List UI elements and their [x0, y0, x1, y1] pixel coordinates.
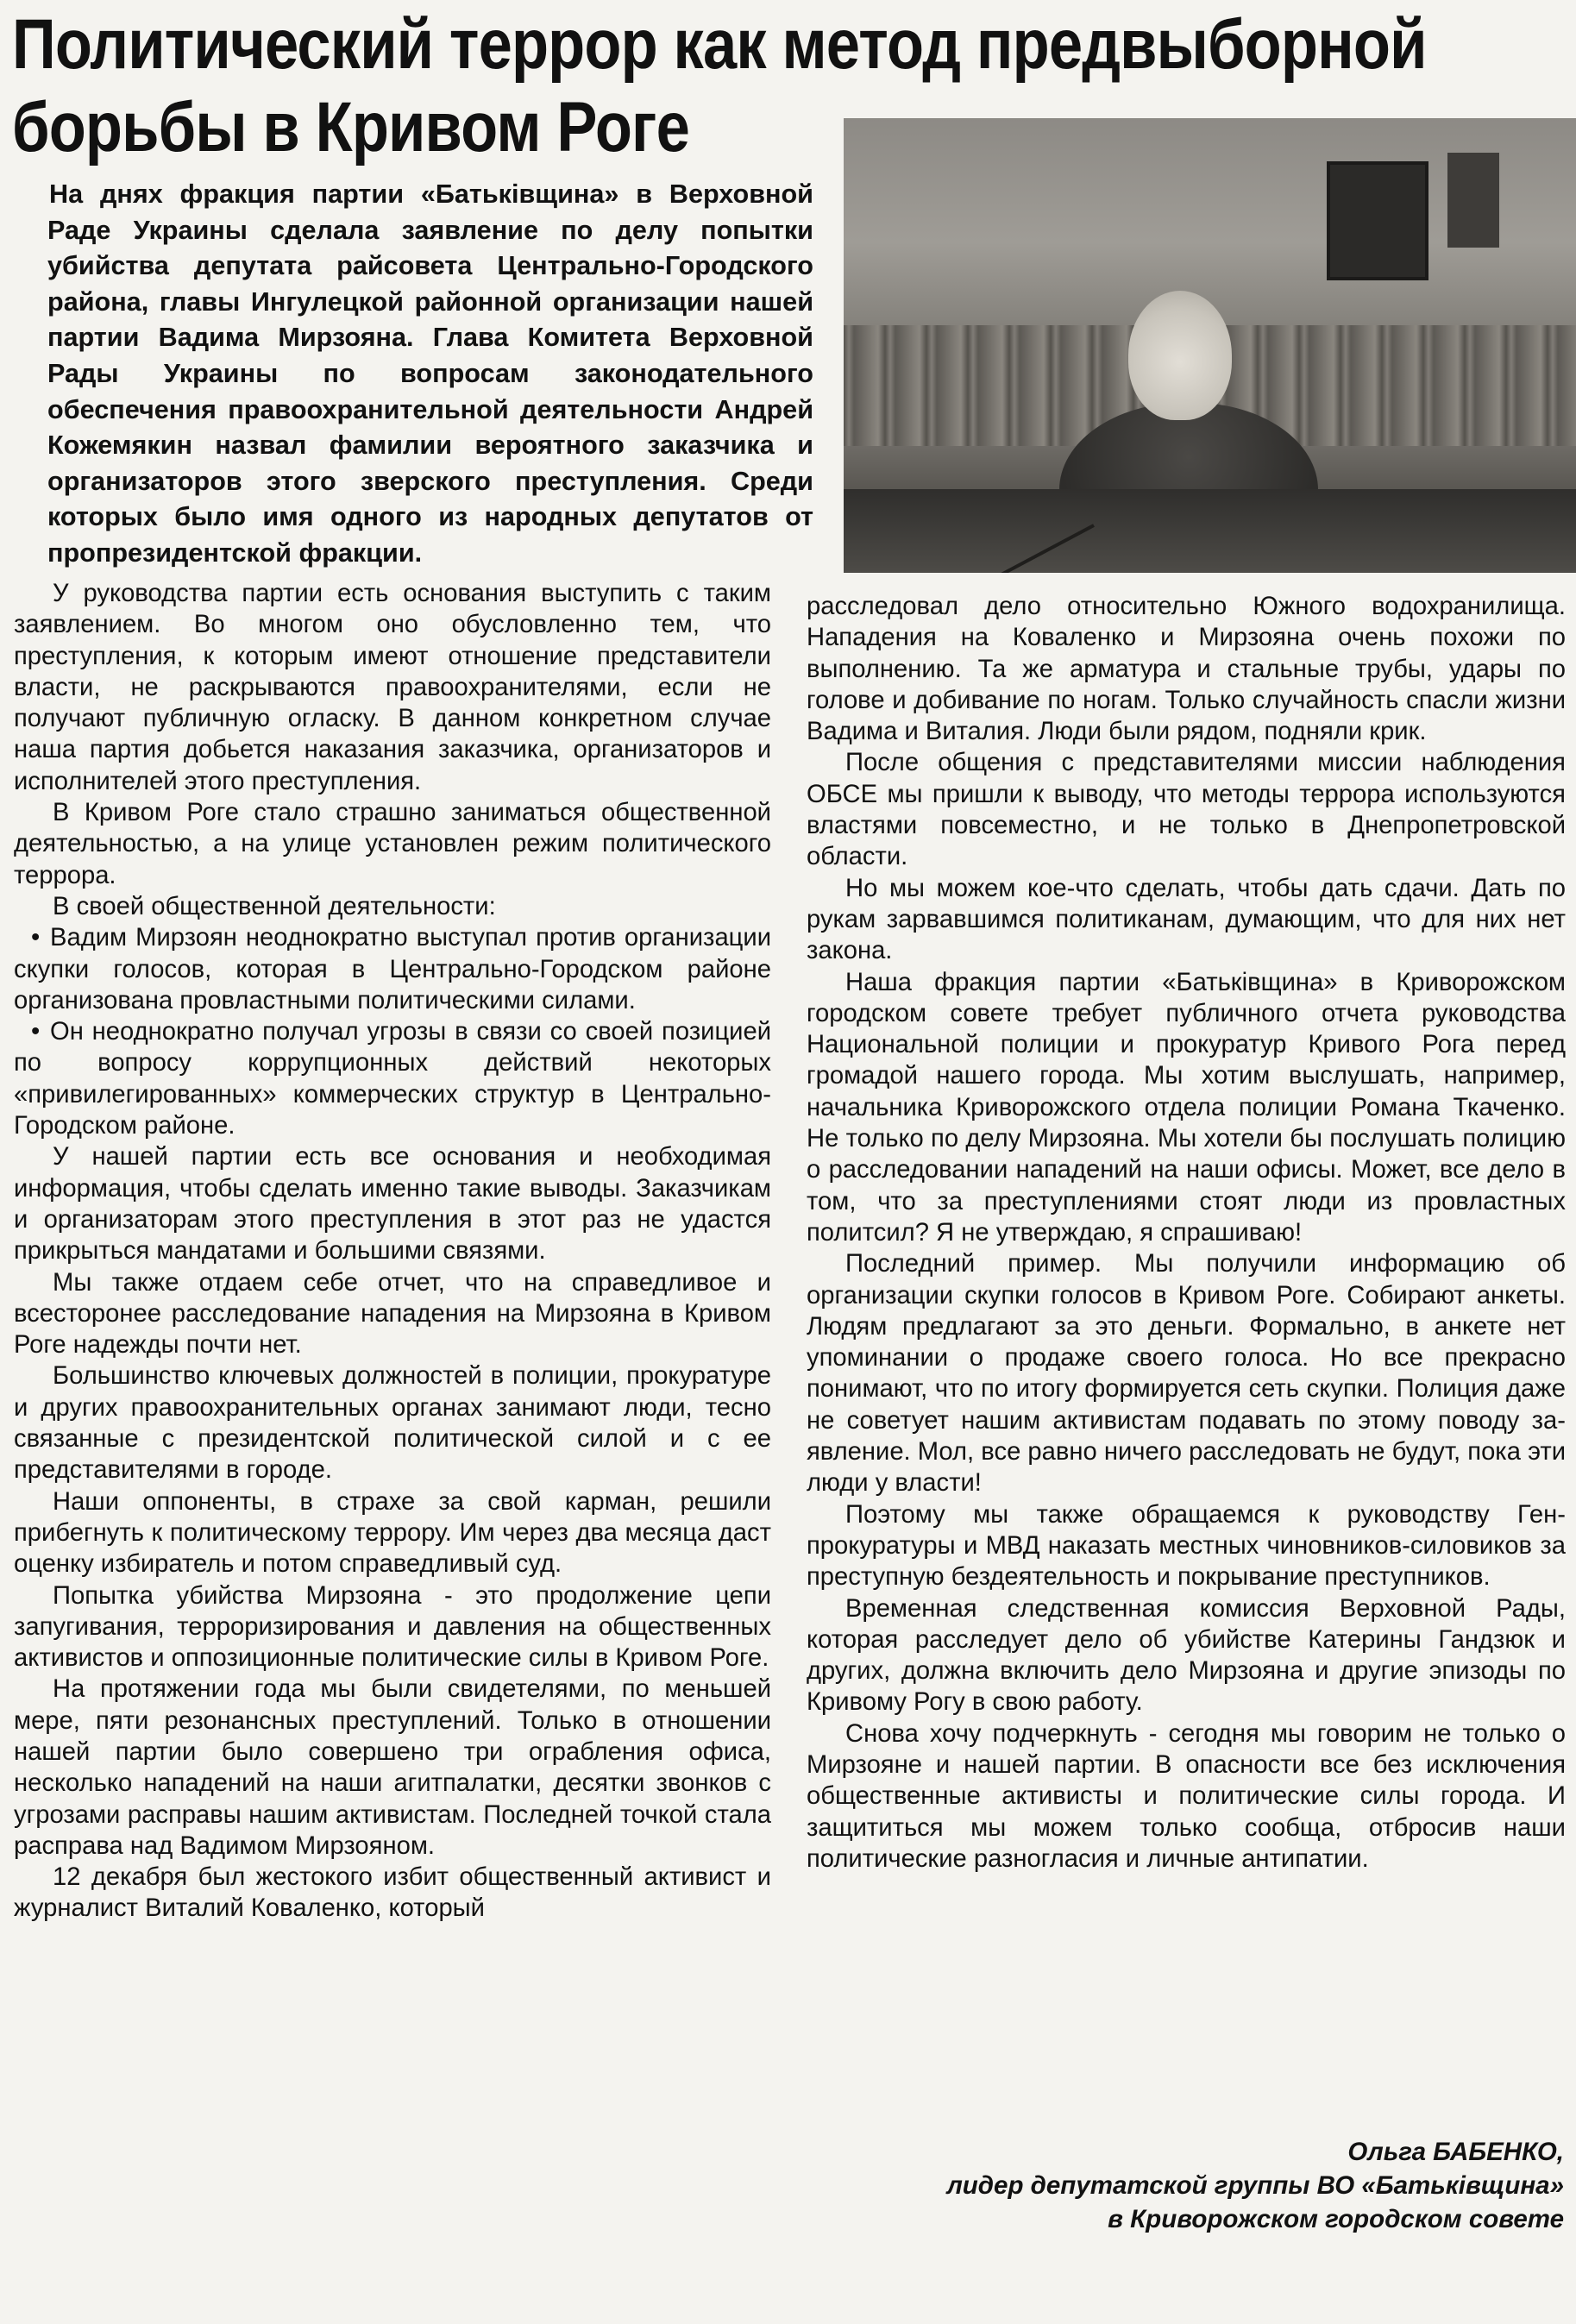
bullet-icon: • [31, 1018, 41, 1046]
author-council: в Криворожском городском совете [1108, 2205, 1564, 2233]
bullet-paragraph [14, 922, 771, 1016]
paragraph: Мы также отдаем себе отчет, что на справедливое и всесторонее расследование нападения на Мирзояна в Кривом Роге надежды почти нет. [14, 1268, 771, 1360]
photo-nameplate-secondary [1447, 153, 1499, 248]
paragraph: Поэтому мы также обращаемся к руководству Генпрокуратуры и МВД наказать местных чиновников-силовиков за преступную бездеятельность и покрывание преступников. [807, 1500, 1566, 1592]
headline-line-2: борьбы в Кривом Роге [12, 88, 689, 166]
article-photo [844, 118, 1576, 573]
paragraph: Попытка убийства Мирзояна - это продолжение цепи запугивания, терроризирования и давления на общественных активистов и оппозиционные политические силы в Кривом Роге. [14, 1581, 771, 1673]
paragraph: В Кривом Роге стало страшно заниматься общественной деятельностью, а на улице установлен режим политического террора. [14, 799, 771, 889]
paragraph: На протяжении года мы были свидетелями, по меньшей мере, пяти резонансных преступлений. Только в отношении нашей партии было совершено три ограбления офиса, несколько нападений на наши агитпалатки, десятки звонков с угрозами расправы нашим активистам. Последней точкой стала расправа над Вадимом Мирзояном. [14, 1675, 771, 1860]
bullet-text: Вадим Мирзоян неоднократно выступал против организации скупки голосов, которая в Центрально-Городском районе организована провластными политическими силами. [14, 924, 771, 1014]
paragraph: У нашей партии есть все основания и необходимая информация, чтобы сделать именно такие выводы. Заказчикам и организаторам этого преступления в этот раз не удастся прикрыться мандатами и большими связями. [14, 1143, 771, 1266]
paragraph: Наша фракция партии «Батьківщина» в Криворожском городском совете требует публичного отчета руководства Национальной полиции и прокуратур Кривого Рога перед громадой нашего города. Мы хотим выслушать, например, начальника Криворожского отдела полиции Романа Ткаченко. Не только по делу Мирзояна. Мы хотели бы послушать полицию о расследовании нападений на наши офисы. Может, все дело в том, что за преступлениями стоят люди из провластных политсил? Я не утверждаю, я спрашиваю! [807, 968, 1566, 1247]
photo-nameplate [1327, 161, 1428, 280]
headline-line-1: Политический террор как метод предвыборной [12, 5, 1427, 84]
author-name: Ольга БАБЕНКО, [1347, 2138, 1564, 2166]
paragraph: Снова хочу подчеркнуть - сегодня мы говорим не только о Мирзояне и нашей партии. В опасности все без исключения общественные активисты и политические силы города. И защититься мы можем только сообща, отбросив наши политические разногласия и личные антипатии. [807, 1719, 1566, 1873]
paragraph: Но мы можем кое-что сделать, чтобы дать сдачи. Дать по рукам зарвавшимся политиканам, думающим, что для них нет закона. [807, 874, 1566, 965]
bullet-icon: • [31, 924, 41, 952]
paragraph: У руководства партии есть основания выступить с таким заявлением. Во многом оно обусловленно тем, что преступления, к которым имеют отношение представители власти, не раскрываются правоохранителями, если не получают публичную огласку. В данном конкретном случае наша партия добьется наказания заказчика, организаторов и исполнителей этого преступления. [14, 580, 771, 795]
photo-person-head [1128, 291, 1232, 420]
author-role: лидер депутатской группы ВО «Батьківщина» [946, 2171, 1564, 2200]
right-column [807, 591, 1566, 1875]
paragraph: Последний пример. Мы получили информацию об организации скупки голосов в Кривом Роге. Собирают анкеты. Людям предлагают за это деньги. Формально, в анкете нет упоминании о продаже своего голоса. Но все прекрасно понимают, что по итогу формируется сеть скупки. Полиция даже не советует нашим активистам подавать по этому поводу заявление. Мол, все равно ничего расследовать не будут, пока эти люди у власти! [807, 1250, 1566, 1498]
paragraph: После общения с представителями миссии наблюдения ОБСЕ мы пришли к выводу, что методы террора используются властями повсеместно, и не только в Днепропетровской области. [807, 749, 1566, 871]
left-column [14, 578, 771, 1925]
bullet-text: Он неоднократно получал угрозы в связи со своей позицией по вопросу коррупционных действий некоторых «привилегированных» коммерческих структур в Центрально-Городском районе. [14, 1018, 771, 1140]
paragraph: расследовал дело относительно Южного водохранилища. Нападения на Коваленко и Мирзояна очень похожи по выполнению. Та же арматура и стальные трубы, удары по голове и добивание по ногам. Только случайность спасли жизни Вадима и Виталия. Люди были рядом, подняли крик. [807, 593, 1566, 746]
paragraph: Временная следственная комиссия Верховной Рады, которая расследует дело об убийстве Катерины Гандзюк и других, должна включить дело Мирзояна и другие эпизоды по Кривому Рогу в свою работу. [807, 1594, 1566, 1717]
paragraph: 12 декабря был жестокого избит общественный активист и журналист Виталий Коваленко, который [14, 1863, 771, 1923]
lead-paragraph: На днях фракция партии «Батьківщина» в Верховной Раде Украины сделала заявление по делу попытки убийства депутата райсовета Центрально-Городского района, главы Ингулецкой районной организации нашей партии Вадима Мирзояна. Глава Комитета Верховной Рады Украины по вопросам законодательного обеспечения правоохранительной деятельности Андрей Кожемякин назвал фамилии вероятного заказчика и организаторов этого зверского преступления. Среди которых было имя одного из народных депутатов от пропрезидентской фракции. [47, 179, 813, 568]
bullet-paragraph [14, 1016, 771, 1141]
paragraph: Большинство ключевых должностей в полиции, прокуратуре и других правоохранительных органах занимают люди, тесно связанные с президентской политической силой и с ее представителями в городе. [14, 1362, 771, 1485]
photo-desk [844, 489, 1576, 573]
author-signature [805, 2135, 1564, 2236]
paragraph: В своей общественной деятельности: [53, 892, 496, 920]
paragraph: Наши оппоненты, в страхе за свой карман, решили прибегнуть к политическому террору. Им через два месяца даст оценку избиратель и потом справедливый суд. [14, 1487, 771, 1579]
